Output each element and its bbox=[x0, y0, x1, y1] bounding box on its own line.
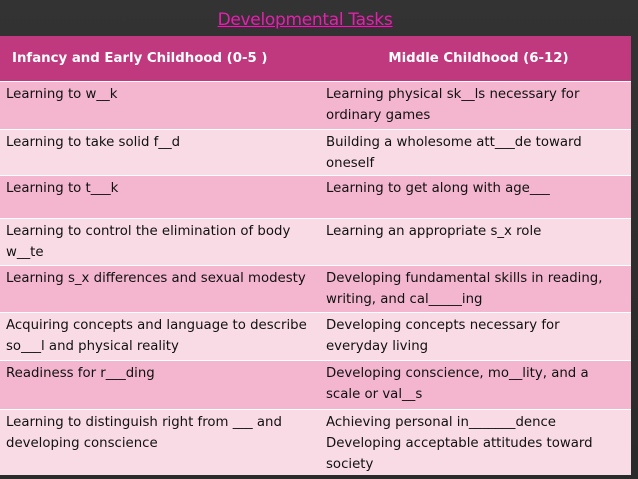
table-cell: Developing concepts necessary for everyday living bbox=[316, 313, 631, 361]
table-cell: Building a wholesome att___de toward oneself bbox=[316, 130, 631, 176]
table-cell: Developing fundamental skills in reading, writing, and cal_____ing bbox=[316, 266, 631, 313]
table-cell: Learning s_x differences and sexual modesty bbox=[0, 266, 316, 313]
table-row bbox=[0, 361, 631, 410]
developmental-tasks-table bbox=[0, 36, 631, 475]
table-cell: Learning to t___k bbox=[0, 176, 316, 219]
table-cell: Learning to take solid f__d bbox=[0, 130, 316, 176]
table-cell: Acquiring concepts and language to describe so___l and physical reality bbox=[0, 313, 316, 361]
column-header-middle-childhood: Middle Childhood (6-12) bbox=[316, 36, 631, 82]
table-header-row bbox=[0, 36, 631, 82]
table-row bbox=[0, 130, 631, 176]
table-row bbox=[0, 266, 631, 313]
table-cell: Learning to get along with age___ bbox=[316, 176, 631, 219]
table-row bbox=[0, 313, 631, 361]
table-row bbox=[0, 176, 631, 219]
table-cell: Developing conscience, mo__lity, and a scale or val__s bbox=[316, 361, 631, 410]
slide-title: Developmental Tasks bbox=[217, 10, 393, 30]
table-cell: Learning an appropriate s_x role bbox=[316, 219, 631, 266]
table-cell: Achieving personal in_______dence Developing acceptable attitudes toward society bbox=[316, 410, 631, 476]
table-cell: Learning to control the elimination of body w__te bbox=[0, 219, 316, 266]
table-row bbox=[0, 410, 631, 476]
table-cell: Learning to w__k bbox=[0, 82, 316, 130]
column-header-early-childhood: Infancy and Early Childhood (0-5 ) bbox=[0, 36, 316, 82]
table-row bbox=[0, 82, 631, 130]
table-row bbox=[0, 219, 631, 266]
table-cell: Learning physical sk__ls necessary for ordinary games bbox=[316, 82, 631, 130]
table-cell: Learning to distinguish right from ___ and developing conscience bbox=[0, 410, 316, 476]
table-cell: Readiness for r___ding bbox=[0, 361, 316, 410]
